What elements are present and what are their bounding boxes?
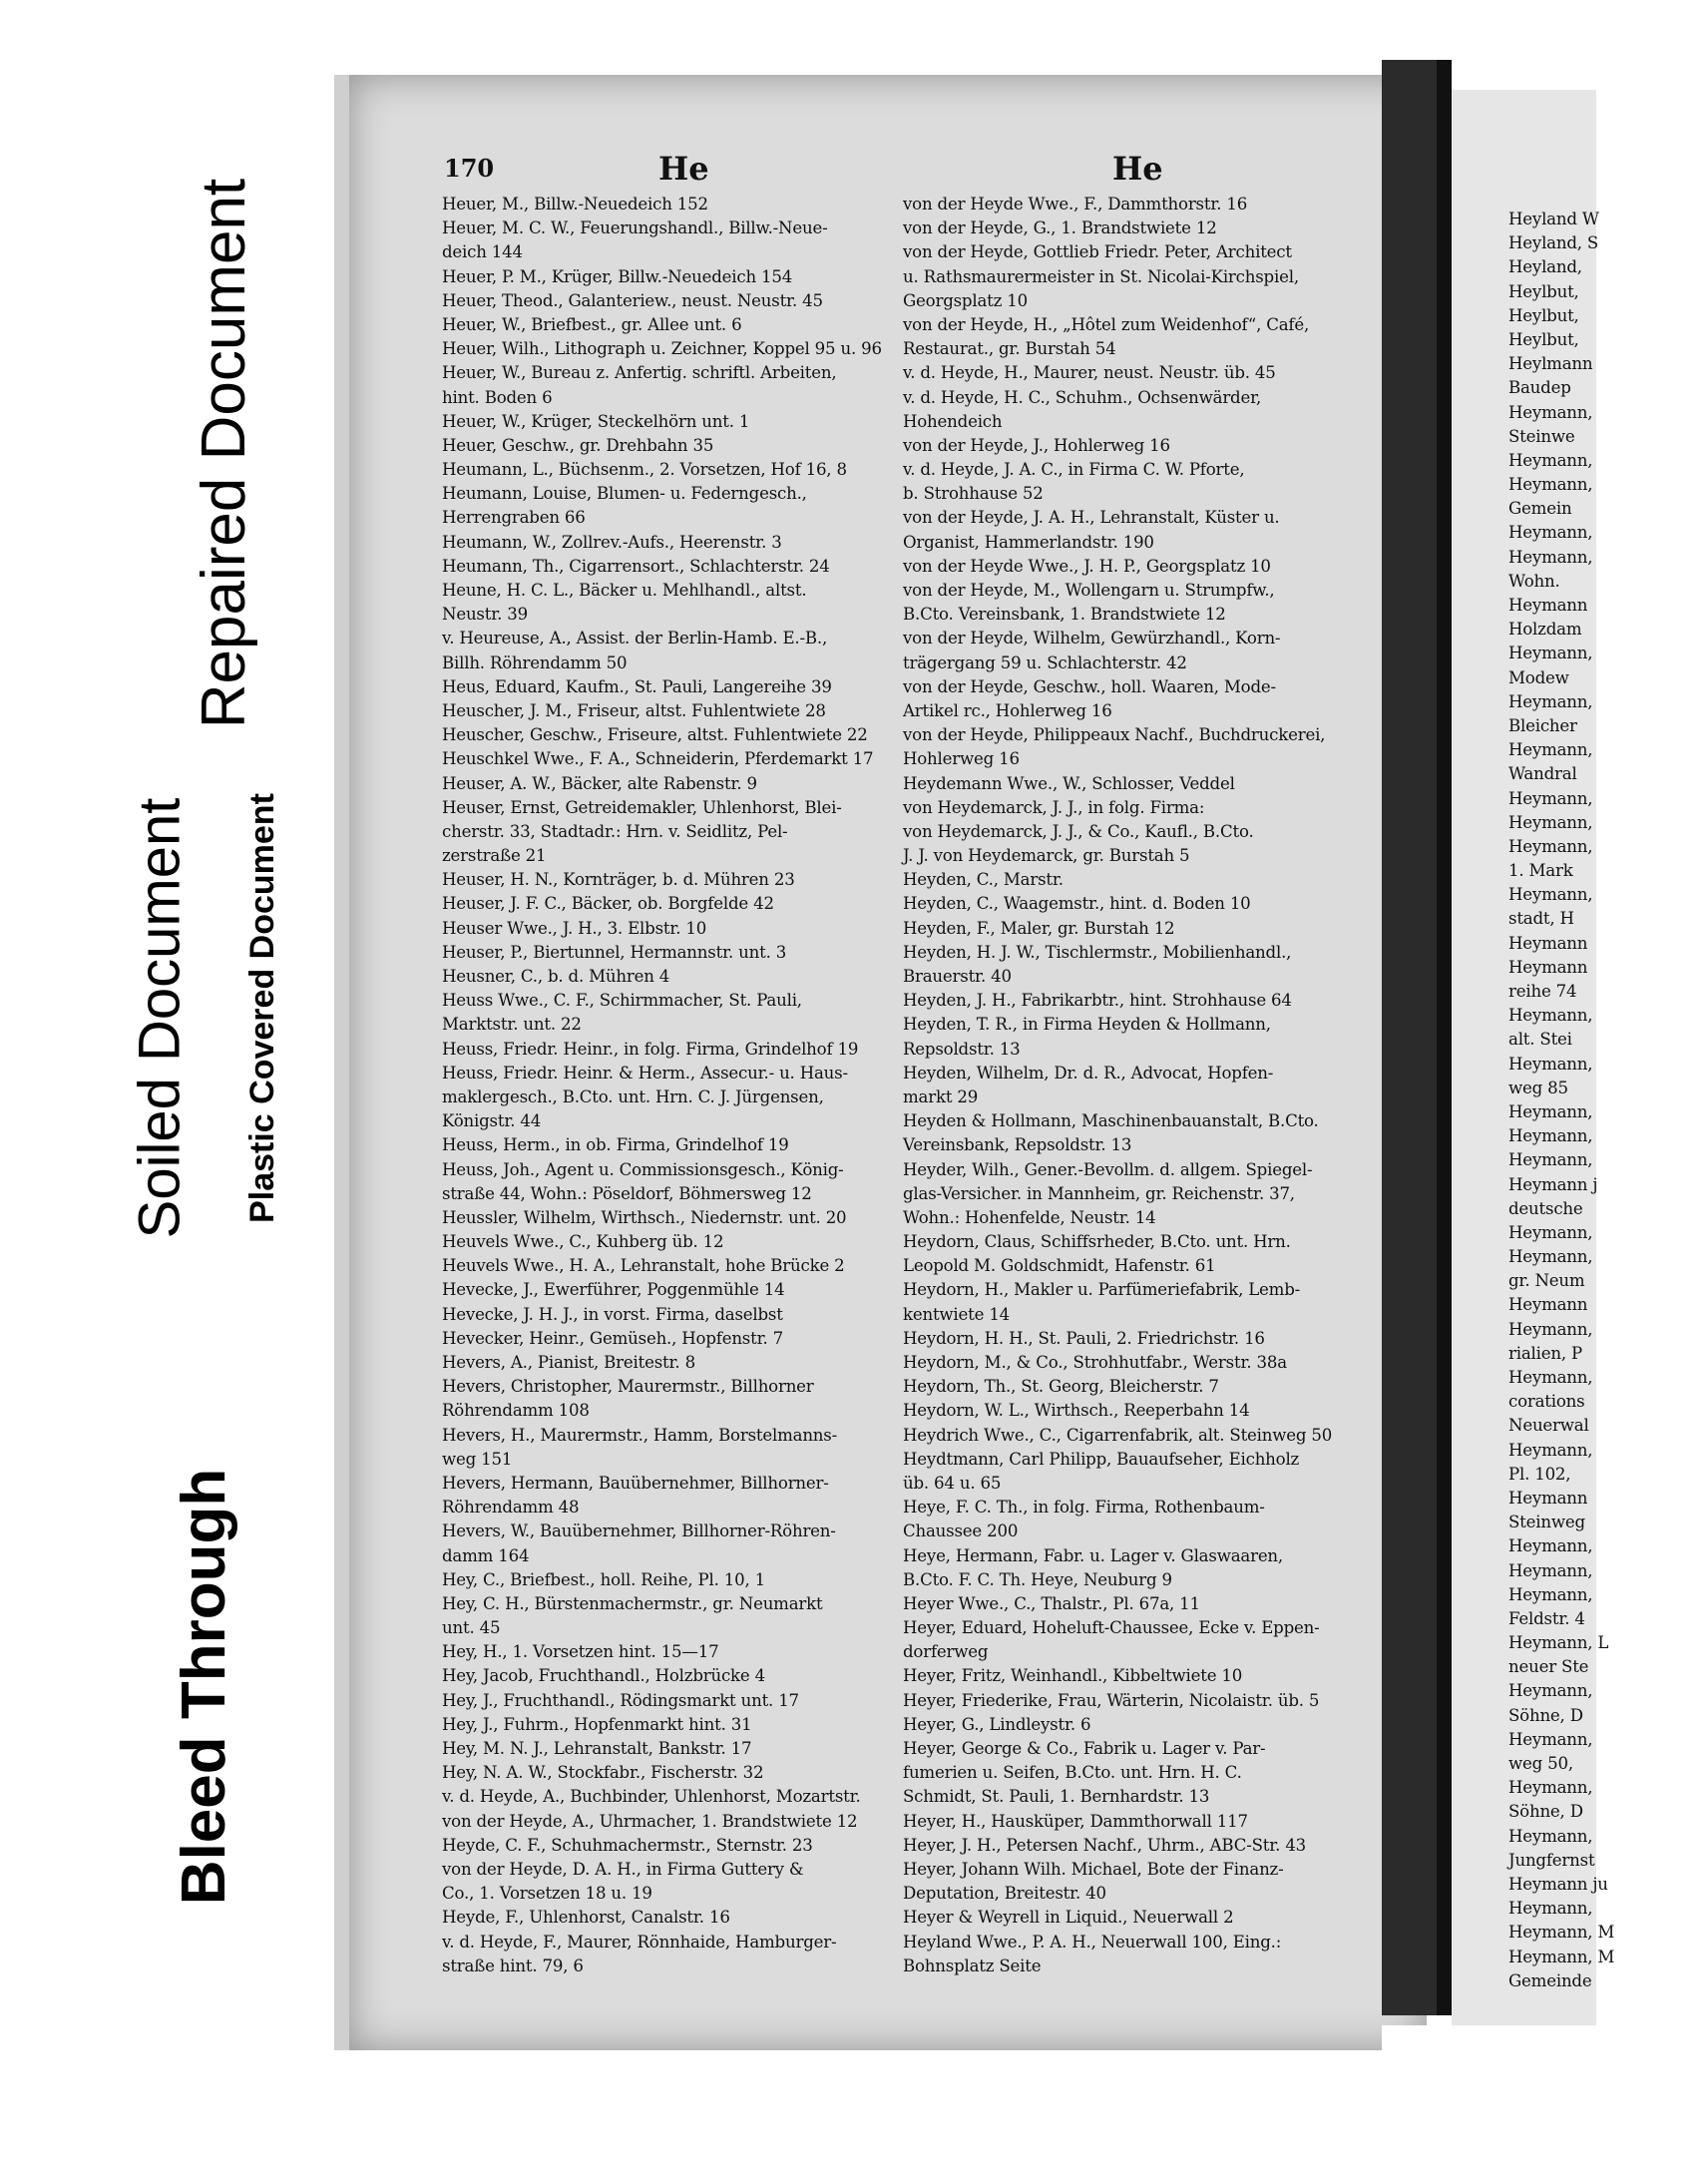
directory-entry-line: Heyer, Eduard, Hoheluft-Chaussee, Ecke v. Eppen- (903, 1618, 1320, 1638)
directory-entry-line: Heyden, C., Waagemstr., hint. d. Boden 10 (903, 894, 1251, 914)
directory-entry-line: Jungfernst (1508, 1850, 1595, 1870)
directory-entry-line: Heuser, P., Biertunnel, Hermannstr. unt. 3 (442, 942, 787, 962)
directory-entry-line: Heye, F. C. Th., in folg. Firma, Rothenbaum- (903, 1498, 1265, 1518)
directory-entry-line: Heymann, (1508, 450, 1593, 470)
directory-entry-line: Heumann, Th., Cigarrensort., Schlachterstr. 24 (442, 556, 830, 576)
directory-entry-line: Heymann (1508, 1295, 1588, 1315)
directory-entry-line: Heyden, C., Marstr. (903, 870, 1064, 890)
directory-entry-line: Heyden, F., Maler, gr. Burstah 12 (903, 918, 1175, 938)
directory-entry-line: von der Heyde, H., „Hôtel zum Weidenhof“, Café, (903, 314, 1310, 334)
directory-entry-line: Heymann, (1508, 885, 1593, 905)
directory-entry-line: Heyer, Fritz, Weinhandl., Kibbeltwiete 10 (903, 1666, 1243, 1686)
directory-entry-line: trägergang 59 u. Schlachterstr. 42 (903, 652, 1187, 672)
directory-entry-line: Heymann ju (1508, 1874, 1608, 1894)
directory-entry-line: Heymann, (1508, 788, 1593, 808)
directory-entry-line: Heyer Wwe., C., Thalstr., Pl. 67a, 11 (903, 1593, 1200, 1613)
directory-entry-line: Heuss Wwe., C. F., Schirmmacher, St. Pauli, (442, 991, 802, 1011)
directory-entry-line: Holzdam (1508, 620, 1582, 640)
directory-entry-line: v. d. Heyde, H., Maurer, neust. Neustr. üb. 45 (903, 363, 1276, 383)
directory-entry-line: cherstr. 33, Stadtadr.: Hrn. v. Seidlitz, Pel- (442, 821, 788, 841)
directory-entry-line: Heuser, H. N., Kornträger, b. d. Mühren 23 (442, 870, 795, 890)
directory-entry-line: Co., 1. Vorsetzen 18 u. 19 (442, 1884, 652, 1904)
soiled-document-label (105, 708, 214, 1327)
directory-entry-line: B.Cto. F. C. Th. Heye, Neuburg 9 (903, 1569, 1172, 1589)
directory-entry-line: Organist, Hammerlandstr. 190 (903, 532, 1154, 552)
directory-entry-line: Vereinsbank, Repsoldstr. 13 (903, 1135, 1132, 1155)
directory-entry-line: Heylbut, (1508, 281, 1579, 301)
directory-entry-line: Heymann, (1508, 1440, 1593, 1460)
directory-entry-line: Hey, Jacob, Fruchthandl., Holzbrücke 4 (442, 1666, 765, 1686)
directory-entry-line: Heymann, M (1508, 1947, 1615, 1966)
directory-entry-line: Heyer, George & Co., Fabrik u. Lager v. Par- (903, 1739, 1266, 1758)
directory-entry-line: Röhrendamm 108 (442, 1401, 590, 1421)
directory-entry-line: Hey, H., 1. Vorsetzen hint. 15—17 (442, 1642, 719, 1662)
directory-entry-line: weg 85 (1508, 1078, 1568, 1097)
left-column (442, 193, 891, 1978)
directory-entry-line: Wandral (1508, 764, 1577, 784)
directory-entry-line: Heymann, L (1508, 1633, 1609, 1653)
directory-entry-line: maklergesch., B.Cto. unt. Hrn. C. J. Jürgensen, (442, 1086, 824, 1106)
directory-entry-line: Heumann, L., Büchsenm., 2. Vorsetzen, Hof 16, 8 (442, 460, 847, 480)
directory-entry-line: von Heydemarck, J. J., & Co., Kaufl., B.Cto. (903, 821, 1254, 841)
directory-entry-line: Heyer & Weyrell in Liquid., Neuerwall 2 (903, 1908, 1234, 1928)
directory-entry-line: Heymann, (1508, 1247, 1593, 1267)
directory-entry-line: Heymann, (1508, 1150, 1593, 1170)
plastic-covered-label (227, 698, 297, 1317)
header-right: He (1112, 150, 1163, 188)
directory-entry-line: Heymann, (1508, 691, 1593, 711)
bleed-through-text: Bleed Through (170, 1468, 239, 1905)
directory-entry-line: Hey, J., Fruchthandl., Rödingsmarkt unt. 17 (442, 1690, 799, 1710)
directory-entry-line: Hevecke, J. H. J., in vorst. Firma, daselbst (442, 1304, 783, 1324)
directory-entry-line: von der Heyde, G., 1. Brandstwiete 12 (903, 218, 1217, 238)
directory-entry-line: Heymann, (1508, 1101, 1593, 1121)
directory-entry-line: Heusner, C., b. d. Mühren 4 (442, 967, 670, 986)
directory-entry-line: weg 50, (1508, 1754, 1573, 1773)
directory-entry-line: Heymann, (1508, 812, 1593, 832)
directory-entry-line: Hevecke, J., Ewerführer, Poggenmühle 14 (442, 1280, 785, 1300)
directory-entry-line: Heymann (1508, 596, 1588, 615)
plastic-covered-text: Plastic Covered Document (242, 792, 281, 1223)
directory-entry-line: Heuvels Wwe., C., Kuhberg üb. 12 (442, 1232, 724, 1252)
directory-entry-line: Heydemann Wwe., W., Schlosser, Veddel (903, 773, 1235, 793)
directory-entry-line: Heussler, Wilhelm, Wirthsch., Niedernstr. unt. 20 (442, 1207, 847, 1227)
directory-entry-line: von der Heyde, A., Uhrmacher, 1. Brandstwiete 12 (442, 1811, 858, 1831)
directory-entry-line: Heuer, W., Bureau z. Anfertig. schriftl. Arbeiten, (442, 363, 837, 383)
directory-entry-line: Heumann, Louise, Blumen- u. Federngesch., (442, 484, 807, 504)
directory-entry-line: Heuser, Ernst, Getreidemakler, Uhlenhorst, Blei- (442, 797, 842, 817)
directory-entry-line: Heymann, (1508, 1319, 1593, 1339)
directory-entry-line: Heymann, (1508, 1899, 1593, 1919)
directory-entry-line: Heymann, (1508, 1729, 1593, 1749)
directory-entry-line: Feldstr. 4 (1508, 1608, 1585, 1628)
directory-entry-line: Heyden, Wilhelm, Dr. d. R., Advocat, Hopfen- (903, 1063, 1274, 1083)
directory-entry-line: Neustr. 39 (442, 605, 528, 625)
directory-entry-line: Heyde, C. F., Schuhmachermstr., Sternstr. 23 (442, 1835, 813, 1855)
directory-entry-line: Heymann, (1508, 1560, 1593, 1580)
binding-bottom (1382, 2025, 1596, 2172)
directory-entry-line: Gemein (1508, 499, 1572, 519)
directory-entry-line: Heydorn, H., Makler u. Parfümeriefabrik, Lemb- (903, 1280, 1301, 1300)
directory-entry-line: Heymann, (1508, 1054, 1593, 1074)
directory-entry-line: Bleicher (1508, 715, 1577, 735)
directory-entry-line: unt. 45 (442, 1618, 501, 1638)
directory-entry-line: damm 164 (442, 1545, 530, 1565)
directory-entry-line: üb. 64 u. 65 (903, 1473, 1002, 1493)
directory-entry-line: Hevers, H., Maurermstr., Hamm, Borstelmanns- (442, 1425, 838, 1445)
directory-entry-line: straße 44, Wohn.: Pöseldorf, Böhmersweg 12 (442, 1183, 812, 1203)
directory-entry-line: Hey, C. H., Bürstenmachermstr., gr. Neumarkt (442, 1593, 823, 1613)
directory-entry-line: Heumann, W., Zollrev.-Aufs., Heerenstr. 3 (442, 532, 782, 552)
directory-entry-line: J. J. von Heydemarck, gr. Burstah 5 (903, 846, 1190, 866)
directory-entry-line: Heyland W (1508, 210, 1599, 228)
directory-entry-line: von der Heyde, M., Wollengarn u. Strumpfw., (903, 581, 1275, 600)
directory-entry-line: Heuss, Friedr. Heinr. & Herm., Assecur.- u. Haus- (442, 1063, 848, 1083)
directory-entry-line: v. d. Heyde, H. C., Schuhm., Ochsenwärder, (903, 387, 1262, 407)
directory-entry-line: Baudep (1508, 378, 1571, 398)
directory-entry-line: Hey, C., Briefbest., holl. Reihe, Pl. 10, 1 (442, 1569, 765, 1589)
directory-entry-line: Heyer, G., Lindleystr. 6 (903, 1714, 1091, 1734)
directory-entry-line: von der Heyde, D. A. H., in Firma Guttery & (442, 1859, 804, 1879)
directory-entry-line: Heuscher, J. M., Friseur, altst. Fuhlentwiete 28 (442, 700, 826, 720)
directory-entry-line: Billh. Röhrendamm 50 (442, 652, 628, 672)
directory-entry-line: Hey, J., Fuhrm., Hopfenmarkt hint. 31 (442, 1714, 752, 1734)
directory-entry-line: Heuss, Herm., in ob. Firma, Grindelhof 19 (442, 1135, 789, 1155)
directory-entry-line: Neuerwal (1508, 1416, 1589, 1436)
repaired-document-label (140, 179, 309, 729)
directory-entry-line: Heuer, P. M., Krüger, Billw.-Neuedeich 154 (442, 266, 793, 286)
directory-entry-line: Heyer, Johann Wilh. Michael, Bote der Finanz- (903, 1859, 1284, 1879)
directory-entry-line: Heuer, Theod., Galanteriew., neust. Neustr. 45 (442, 290, 823, 310)
directory-entry-line: von der Heyde, Geschw., holl. Waaren, Mode- (903, 676, 1276, 696)
directory-entry-line: Heuschkel Wwe., F. A., Schneiderin, Pferdemarkt 17 (442, 749, 874, 769)
directory-entry-line: Heuer, Geschw., gr. Drehbahn 35 (442, 435, 714, 455)
directory-entry-line: Heydorn, Th., St. Georg, Bleicherstr. 7 (903, 1377, 1219, 1397)
directory-entry-line: Heymann, (1508, 1126, 1593, 1146)
directory-entry-line: Heuser, A. W., Bäcker, alte Rabenstr. 9 (442, 773, 757, 793)
directory-entry-line: Heyden, H. J. W., Tischlermstr., Mobilienhandl., (903, 942, 1292, 962)
directory-entry-line: Heuvels Wwe., H. A., Lehranstalt, hohe Brücke 2 (442, 1256, 845, 1276)
directory-entry-line: Hohlerweg 16 (903, 749, 1020, 769)
directory-entry-line: Heymann, (1508, 547, 1593, 567)
directory-entry-line: v. d. Heyde, F., Maurer, Rönnhaide, Hamburger- (442, 1932, 837, 1952)
directory-entry-line: glas-Versicher. in Mannheim, gr. Reichenstr. 37, (903, 1183, 1295, 1203)
directory-entry-line: Heuser, J. F. C., Bäcker, ob. Borgfelde 42 (442, 894, 774, 914)
directory-entry-line: Heune, H. C. L., Bäcker u. Mehlhandl., altst. (442, 581, 807, 600)
directory-entry-line: Restaurat., gr. Burstah 54 (903, 339, 1116, 359)
directory-entry-line: Bohnsplatz Seite (903, 1955, 1042, 1975)
directory-entry-line: Heyer, Friederike, Frau, Wärterin, Nicolaistr. üb. 5 (903, 1690, 1320, 1710)
directory-entry-line: Gemeinde (1508, 1970, 1592, 1990)
right-column (903, 193, 1364, 1978)
directory-entry-line: Königstr. 44 (442, 1111, 542, 1131)
directory-entry-line: Heyland Wwe., P. A. H., Neuerwall 100, Eing.: (903, 1932, 1282, 1952)
directory-entry-line: Heye, Hermann, Fabr. u. Lager v. Glaswaaren, (903, 1545, 1283, 1565)
soiled-document-text: Soiled Document (127, 797, 193, 1238)
directory-entry-line: Heymann, (1508, 740, 1593, 760)
directory-entry-line: von der Heyde Wwe., F., Dammthorstr. 16 (903, 195, 1248, 214)
directory-entry-line: Söhne, D (1508, 1705, 1583, 1725)
directory-entry-line: Heuer, W., Krüger, Steckelhörn unt. 1 (442, 411, 750, 431)
directory-entry-line: Hey, M. N. J., Lehranstalt, Bankstr. 17 (442, 1739, 752, 1758)
directory-entry-line: Heymann j (1508, 1174, 1598, 1194)
directory-entry-line: Heymann, (1508, 402, 1593, 422)
directory-entry-line: Heyer, H., Hausküper, Dammthorwall 117 (903, 1811, 1248, 1831)
directory-entry-line: zerstraße 21 (442, 846, 547, 866)
directory-entry-line: Heymann, (1508, 644, 1593, 663)
directory-entry-line: deutsche (1508, 1198, 1583, 1218)
directory-entry-line: Heydorn, H. H., St. Pauli, 2. Friedrichstr. 16 (903, 1328, 1265, 1348)
directory-entry-line: Heymann, (1508, 1681, 1593, 1701)
directory-entry-line: alt. Stei (1508, 1030, 1572, 1050)
directory-entry-line: von Heydemarck, J. J., in folg. Firma: (903, 797, 1205, 817)
directory-entry-line: Heylbut, (1508, 305, 1579, 325)
directory-entry-line: Söhne, D (1508, 1802, 1583, 1822)
directory-entry-line: weg 151 (442, 1449, 513, 1469)
directory-entry-line: Brauerstr. 40 (903, 967, 1012, 986)
directory-entry-line: von der Heyde, J., Hohlerweg 16 (903, 435, 1170, 455)
directory-entry-line: von der Heyde, Philippeaux Nachf., Buchdruckerei, (903, 725, 1326, 745)
binding-shadow (1437, 60, 1452, 2015)
directory-entry-line: Heyder, Wilh., Gener.-Bevollm. d. allgem. Spiegel- (903, 1159, 1313, 1179)
directory-entry-line: markt 29 (903, 1086, 979, 1106)
directory-entry-line: Heymann, (1508, 1536, 1593, 1556)
directory-entry-line: Heuss, Joh., Agent u. Commissionsgesch., König- (442, 1159, 844, 1179)
directory-entry-line: fumerien u. Seifen, B.Cto. unt. Hrn. H. C. (903, 1763, 1242, 1783)
next-page (1452, 90, 1615, 2035)
directory-entry-line: deich 144 (442, 242, 523, 262)
directory-entry-line: Heyer, J. H., Petersen Nachf., Uhrm., ABC-Str. 43 (903, 1835, 1307, 1855)
directory-entry-line: Georgsplatz 10 (903, 290, 1028, 310)
repaired-document-text: Repaired Document (190, 179, 259, 729)
directory-entry-line: gr. Neum (1508, 1271, 1585, 1291)
directory-entry-line: B.Cto. Vereinsbank, 1. Brandstwiete 12 (903, 605, 1226, 625)
directory-entry-line: Herrengraben 66 (442, 508, 586, 528)
directory-entry-line: Heymann, (1508, 1826, 1593, 1846)
directory-entry-line: Heyden & Hollmann, Maschinenbauanstalt, B.Cto. (903, 1111, 1319, 1131)
directory-entry-line: Steinwe (1508, 426, 1575, 446)
directory-entry-line: Heymann, (1508, 523, 1593, 543)
directory-entry-line: v. d. Heyde, J. A. C., in Firma C. W. Pforte, (903, 460, 1245, 480)
directory-entry-line: Heymann, (1508, 1006, 1593, 1026)
directory-entry-line: Hevecker, Heinr., Gemüseh., Hopfenstr. 7 (442, 1328, 784, 1348)
directory-entry-line: Heyden, J. H., Fabrikarbtr., hint. Strohhause 64 (903, 991, 1292, 1011)
directory-entry-line: corations (1508, 1392, 1585, 1412)
directory-entry-line: Heus, Eduard, Kaufm., St. Pauli, Langereihe 39 (442, 676, 832, 696)
directory-entry-line: von der Heyde, Gottlieb Friedr. Peter, Architect (903, 242, 1292, 262)
directory-entry-line: Heuser Wwe., J. H., 3. Elbstr. 10 (442, 918, 707, 938)
header-left: He (658, 150, 709, 188)
directory-entry-line: u. Rathsmaurermeister in St. Nicolai-Kirchspiel, (903, 266, 1299, 286)
directory-entry-line: Wohn. (1508, 571, 1560, 591)
directory-entry-line: Hevers, A., Pianist, Breitestr. 8 (442, 1353, 695, 1372)
directory-entry-line: Heydorn, M., & Co., Strohhutfabr., Werstr. 38a (903, 1353, 1287, 1372)
directory-entry-line: hint. Boden 6 (442, 387, 553, 407)
directory-entry-line: Heuer, W., Briefbest., gr. Allee unt. 6 (442, 314, 742, 334)
directory-entry-line: Röhrendamm 48 (442, 1498, 580, 1518)
directory-entry-line: von der Heyde, Wilhelm, Gewürzhandl., Korn- (903, 629, 1281, 649)
directory-entry-line: Schmidt, St. Pauli, 1. Bernhardstr. 13 (903, 1787, 1210, 1807)
directory-entry-line: v. Heureuse, A., Assist. der Berlin-Hamb. E.-B., (442, 629, 828, 649)
directory-entry-line: Heyde, F., Uhlenhorst, Canalstr. 16 (442, 1908, 730, 1928)
directory-entry-line: Heuss, Friedr. Heinr., in folg. Firma, Grindelhof 19 (442, 1039, 859, 1059)
directory-entry-line: Heylmann (1508, 354, 1593, 374)
directory-entry-line: straße hint. 79, 6 (442, 1955, 584, 1975)
page-number: 170 (444, 154, 495, 183)
directory-entry-line: kentwiete 14 (903, 1304, 1011, 1324)
directory-entry-line: Marktstr. unt. 22 (442, 1015, 582, 1035)
directory-entry-line: Leopold M. Goldschmidt, Hafenstr. 61 (903, 1256, 1216, 1276)
directory-entry-line: Heymann, (1508, 1222, 1593, 1242)
directory-entry-line: Hohendeich (903, 411, 1003, 431)
directory-entry-line: Heydrich Wwe., C., Cigarrenfabrik, alt. Steinweg 50 (903, 1425, 1333, 1445)
directory-entry-line: Heydtmann, Carl Philipp, Bauaufseher, Eichholz (903, 1449, 1300, 1469)
directory-entry-line: v. d. Heyde, A., Buchbinder, Uhlenhorst, Mozartstr. (442, 1787, 861, 1807)
directory-entry-line: Heuer, M. C. W., Feuerungshandl., Billw.-Neue- (442, 218, 828, 238)
directory-entry-line: Heyland, S (1508, 233, 1599, 253)
directory-entry-line: Heymann (1508, 933, 1588, 953)
directory-entry-line: Hevers, Hermann, Bauübernehmer, Billhorner- (442, 1473, 829, 1493)
directory-entry-line: reihe 74 (1508, 982, 1577, 1001)
directory-entry-line: Repsoldstr. 13 (903, 1039, 1021, 1059)
directory-entry-line: Chaussee 200 (903, 1521, 1019, 1541)
directory-entry-line: dorferweg (903, 1642, 989, 1662)
directory-entry-line: stadt, H (1508, 909, 1574, 929)
directory-entry-line: Heylbut, (1508, 329, 1579, 349)
directory-entry-line: von der Heyde Wwe., J. H. P., Georgsplatz 10 (903, 556, 1271, 576)
directory-entry-line: Heymann (1508, 1488, 1588, 1508)
directory-entry-line: b. Strohhause 52 (903, 484, 1044, 504)
directory-entry-line: Hevers, Christopher, Maurermstr., Billhorner (442, 1377, 814, 1397)
directory-entry-line: Deputation, Breitestr. 40 (903, 1884, 1106, 1904)
directory-entry-line: Hevers, W., Bauübernehmer, Billhorner-Röhren- (442, 1521, 836, 1541)
directory-entry-line: Wohn.: Hohenfelde, Neustr. 14 (903, 1207, 1156, 1227)
directory-entry-line: Heyland, (1508, 257, 1582, 277)
directory-entry-line: Heuer, M., Billw.-Neuedeich 152 (442, 195, 708, 214)
directory-entry-line: Hey, N. A. W., Stockfabr., Fischerstr. 32 (442, 1763, 764, 1783)
directory-entry-line: Pl. 102, (1508, 1464, 1571, 1484)
directory-entry-line: Heymann, (1508, 1368, 1593, 1387)
directory-entry-line: Artikel rc., Hohlerweg 16 (903, 700, 1112, 720)
directory-entry-line: Heymann, M (1508, 1923, 1615, 1943)
directory-entry-line: Heymann, (1508, 1778, 1593, 1798)
directory-entry-line: von der Heyde, J. A. H., Lehranstalt, Küster u. (903, 508, 1280, 528)
directory-entry-line: Heymann, (1508, 836, 1593, 856)
directory-entry-line: Heuscher, Geschw., Friseure, altst. Fuhlentwiete 22 (442, 725, 868, 745)
directory-entry-line: neuer Ste (1508, 1657, 1589, 1677)
directory-entry-line: Modew (1508, 667, 1569, 687)
directory-entry-line: Heyden, T. R., in Firma Heyden & Hollmann, (903, 1015, 1271, 1035)
bleed-through-label (150, 1387, 259, 1985)
directory-entry-line: Heydorn, W. L., Wirthsch., Reeperbahn 14 (903, 1401, 1250, 1421)
directory-entry-line: rialien, P (1508, 1343, 1582, 1363)
directory-entry-line: Heydorn, Claus, Schiffsrheder, B.Cto. unt. Hrn. (903, 1232, 1291, 1252)
directory-entry-line: Heymann, (1508, 1584, 1593, 1604)
directory-entry-line: Heuer, Wilh., Lithograph u. Zeichner, Koppel 95 u. 96 (442, 339, 882, 359)
directory-entry-line: 1. Mark (1508, 861, 1573, 881)
directory-entry-line: Steinweg (1508, 1513, 1585, 1532)
directory-entry-line: Heymann, (1508, 475, 1593, 495)
next-page-column (1508, 208, 1708, 1993)
directory-entry-line: Heymann (1508, 957, 1588, 977)
